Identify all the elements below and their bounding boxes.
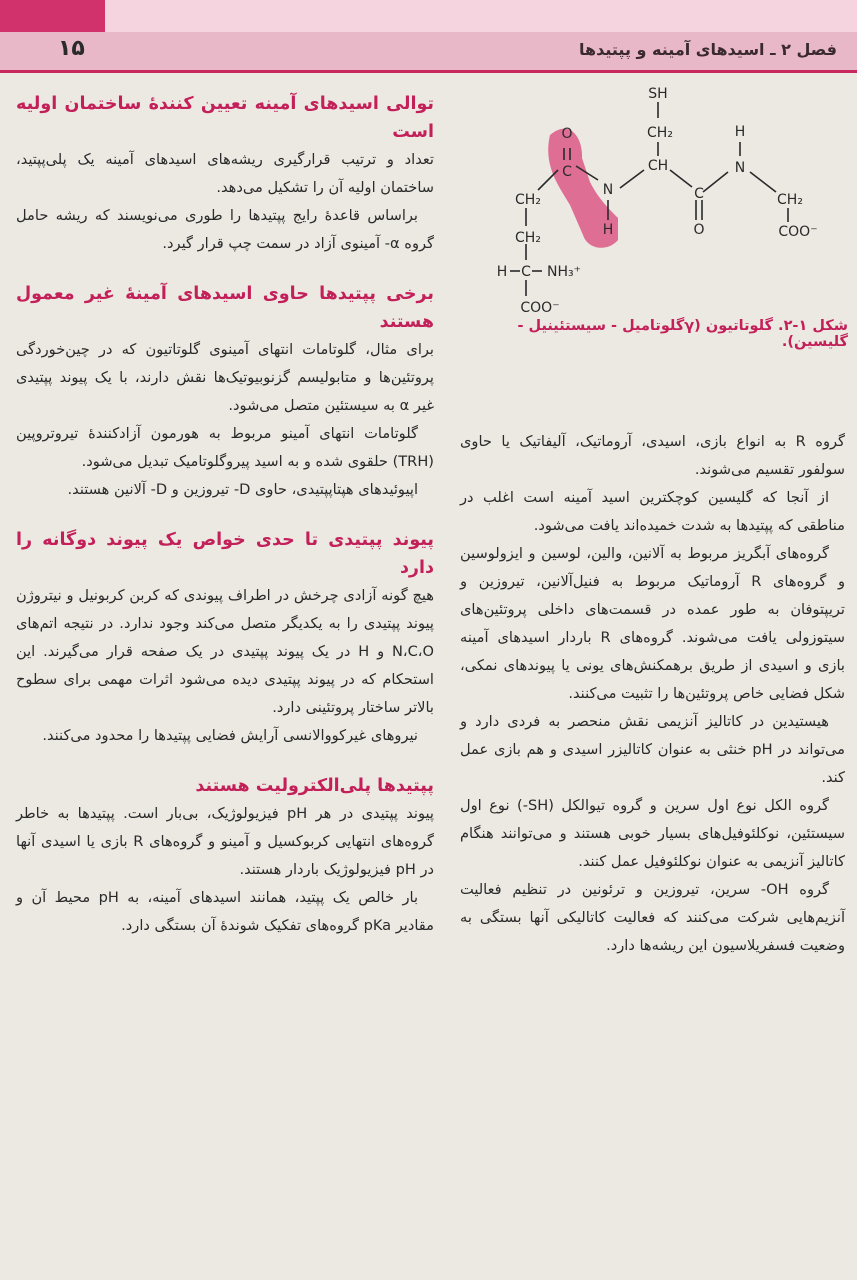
label-h-cys: H	[602, 222, 614, 238]
section-heading-primary-structure: توالی اسیدهای آمینه تعیین کنندهٔ ساختمان اولیه است	[16, 94, 434, 142]
paragraph: گروه OH- سرین، تیروزین و ترئونین در تنظیم فعالیت آنزیم‌هایی شرکت می‌کنند که فعالیت کاتالیکی آنها بستگی به وضعیت فسفریلاسیون این ریشه‌ها دارد.	[460, 881, 845, 954]
paragraph: برای مثال، گلوتامات انتهای آمینوی گلوتاتیون که در چین‌خوردگی پروتئین‌ها و متابولیسم گزنوبیوتیک‌ها نقش دارند، با یک پیوند پپتیدی غیر α به سیستئین متصل می‌شود.	[16, 341, 434, 414]
label-c-alpha: C	[521, 264, 531, 280]
paragraph: پیوند پپتیدی در هر pH فیزیولوژیک، بی‌بار است. پپتیدها به خاطر گروه‌های انتهایی کربوکسیل و آمینو و گروه‌های R بازی یا اسیدی آنها در pH فیزیولوژیک باردار هستند.	[16, 805, 435, 878]
chapter-title: فصل ۲ ـ اسیدهای آمینه و پپتیدها	[579, 40, 837, 59]
paragraph: از آنجا که گلیسین کوچکترین اسید آمینه است اغلب در مناطقی که پپتیدها به شدت خمیده‌اند یافت می‌شود.	[460, 489, 845, 534]
label-sh: SH	[648, 86, 668, 102]
paragraph: بار خالص یک پپتید، همانند اسیدهای آمینه، به pH محیط آن و مقادیر pKa گروه‌های تفکیک شوندهٔ آن بستگی دارد.	[16, 889, 434, 934]
left-column	[16, 90, 434, 940]
label-ch-cys: CH	[647, 158, 669, 174]
glutathione-structure-svg	[458, 80, 850, 345]
paragraph: گروه‌های آبگریز مربوط به آلانین، والین، لوسین و ایزولوسین و گروه‌های R آروماتیک مربوط به فنیل‌آلانین، تیروزین و تریپتوفان به طور عمده در قسمت‌های داخلی پروتئین‌های سیتوزولی یافت می‌شوند. گروه‌های R باردار اسیدهای آمینه بازی و اسیدی از طریق برهمکنش‌های یونی یا پیوندهای نمکی، شکل فضایی خاص پروتئین‌ها را تثبیت می‌کنند.	[460, 545, 845, 702]
label-c-cys: C	[694, 186, 704, 202]
paragraph: هیستیدین در کاتالیز آنزیمی نقش منحصر به فردی دارد و می‌تواند در pH خنثی به عنوان کاتالیزر اسیدی و هم بازی عمل کند.	[460, 713, 845, 786]
figure-caption: شکل ۱-۲. گلوتاتیون (γگلوتامیل - سیستئینیل - گلیسین).	[517, 318, 848, 350]
header-divider	[0, 70, 857, 73]
section-heading-peptide-bond: پیوند پپتیدی تا حدی خواص یک پیوند دوگانه را دارد	[16, 530, 434, 578]
paragraph: تعداد و ترتیب قرارگیری ریشه‌های اسیدهای آمینه یک پلی‌پپتید، ساختمان اولیه آن را تشکیل می‌دهد.	[16, 151, 434, 196]
paragraph: اپیوئیدهای هپتاپپتیدی، حاوی D- تیروزین و D- آلانین هستند.	[67, 481, 418, 498]
glutathione-structure-figure	[458, 80, 850, 345]
label-ch2-gly: CH₂	[777, 192, 803, 208]
label-ch2-glu2: CH₂	[515, 230, 541, 246]
page-header-band	[0, 0, 857, 72]
label-n-gly: N	[734, 160, 746, 176]
paragraph: گروه الکل نوع اول سرین و گروه تیوالکل (SH-) نوع اول سیستئین، نوکلئوفیل‌های بسیار خوبی هستند و می‌توانند هنگام کاتالیز آنزیمی به عنوان نوکلئوفیل عمل کنند.	[460, 797, 845, 870]
label-h-gly: H	[734, 124, 746, 140]
label-n-cys: N	[602, 182, 614, 198]
paragraph: گلوتامات انتهای آمینو مربوط به هورمون آزادکنندهٔ تیروتروپین (TRH) حلقوی شده و به اسید پیروگلوتامیک تبدیل می‌شود.	[16, 425, 434, 470]
paragraph: نیروهای غیرکووالانسی آرایش فضایی پپتیدها را محدود می‌کنند.	[42, 727, 418, 744]
paragraph: براساس قاعدهٔ رایج پپتیدها را طوری می‌نویسند که ریشه حامل گروه α- آمینوی آزاد در سمت چپ قرار گیرد.	[16, 207, 434, 252]
label-h-alpha: H	[496, 264, 508, 280]
label-ch2-glu1: CH₂	[515, 192, 541, 208]
label-o-glu: O	[561, 126, 573, 142]
label-c-glu: C	[562, 164, 572, 180]
label-coo-glu: COO⁻	[520, 300, 560, 316]
label-nh3: NH₃⁺	[546, 264, 582, 280]
label-ch2-cys: CH₂	[647, 125, 673, 141]
label-o-cys: O	[693, 222, 705, 238]
header-accent-block	[0, 0, 105, 32]
page-number: ۱۵	[58, 36, 85, 61]
section-heading-polyelectrolytes: پپتیدها پلی‌الکترولیت هستند	[195, 776, 434, 796]
section-heading-unusual-amino-acids: برخی پپتیدها حاوی اسیدهای آمینهٔ غیر معمول هستند	[16, 284, 434, 332]
paragraph: گروه R به انواع بازی، اسیدی، آروماتیک، آلیفاتیک یا حاوی سولفور تقسیم می‌شوند.	[460, 433, 845, 478]
label-coo-gly: COO⁻	[778, 224, 818, 240]
paragraph: هیچ گونه آزادی چرخش در اطراف پیوندی که کربن کربونیل و نیتروژن پیوند پپتیدی را به یکدیگر متصل می‌کند وجود ندارد. در نتیجه اتم‌های N،C،O و H در یک پیوند پپتیدی در یک صفحه قرار می‌گیرند. این استحکام که در پیوند پپتیدی دیده می‌شود اثرات مهمی برای سطوح بالاتر ساختار پروتئینی دارد.	[16, 587, 434, 716]
right-column	[460, 428, 845, 960]
